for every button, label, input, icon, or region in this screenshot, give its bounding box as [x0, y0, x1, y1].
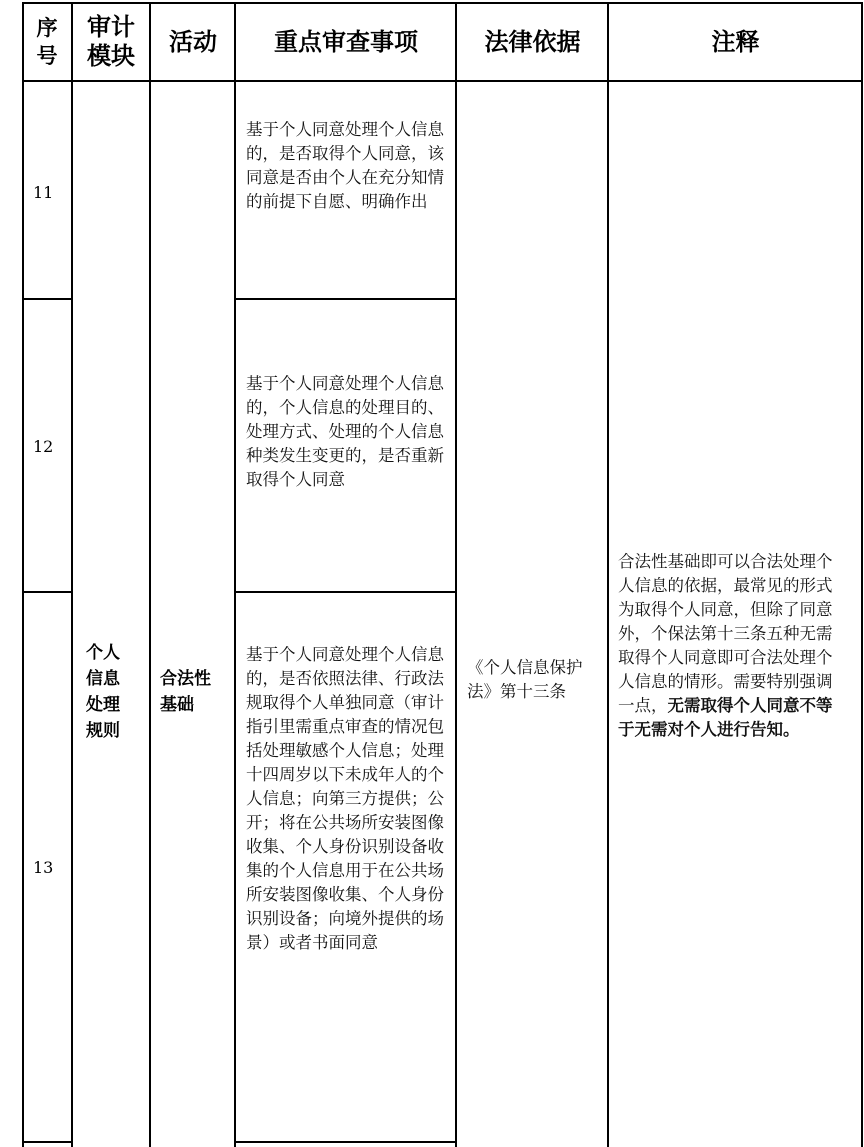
activity-cell: 合法性基础 [160, 669, 211, 715]
focus-item-11: 基于个人同意处理个人信息的，是否取得个人同意，该同意是否由个人在充分知情的前提下自愿、明确作出 [246, 120, 444, 211]
col-line-module [149, 2, 151, 1147]
header-activity-label: 活动 [169, 27, 217, 56]
row-divider-11-12 [22, 298, 71, 300]
col-line-right [861, 2, 863, 1147]
module-cell: 个人信息处理规则 [86, 643, 120, 741]
row-divider-bottom [22, 1141, 71, 1143]
row-number-12: 12 [33, 437, 54, 456]
col-line-legal [607, 2, 609, 1147]
notes-cell [618, 550, 840, 742]
notes-text: 合法性基础即可以合法处理个人信息的依据，最常见的形式为取得个人同意，但除了同意外，个保法第十三条五种无需取得个人同意即可合法处理个人信息的情形。需要特别强调一点， [618, 552, 833, 715]
focus-item-12: 基于个人同意处理个人信息的，个人信息的处理目的、处理方式、处理的个人信息种类发生变更的，是否重新取得个人同意 [246, 374, 444, 489]
row-divider-bottom-focus [236, 1141, 456, 1143]
col-line-focus [455, 2, 457, 1147]
header-legal-label: 法律依据 [484, 27, 581, 56]
row-number-11: 11 [33, 183, 54, 202]
row-number-13: 13 [33, 858, 54, 877]
row-divider-12-13 [22, 591, 71, 593]
header-activity [152, 6, 234, 78]
legal-basis: 《个人信息保护法》第十三条 [467, 658, 583, 701]
row-divider-12-13-focus [236, 591, 456, 593]
header-module [74, 6, 148, 78]
col-line-activity [234, 2, 236, 1147]
col-line-left [22, 2, 24, 1147]
focus-item-13: 基于个人同意处理个人信息的，是否依照法律、行政法规取得个人单独同意（审计指引里需重点审查的情况包括处理敏感个人信息；处理十四周岁以下未成年人的个人信息；向第三方提供；公开；将在公共场所安装图像收集、个人身份识别设备收集的个人信息用于在公共场所安装图像收集、个人身份识别设备；向境外提供的场景）或者书面同意 [246, 645, 444, 952]
header-seq-label: 序号 [36, 16, 58, 68]
header-notes-label: 注释 [711, 27, 760, 56]
header-legal [458, 6, 607, 78]
notes-emphasis: 无需取得个人同意不等于无需对个人进行告知。 [618, 696, 833, 739]
header-notes [610, 6, 861, 78]
col-line-seq [71, 2, 73, 1147]
header-focus-label: 重点审查事项 [274, 27, 418, 56]
header-seq [26, 8, 68, 76]
row-divider-11-12-focus [236, 298, 456, 300]
header-focus [237, 6, 455, 78]
header-module-label: 审计模块 [87, 13, 135, 70]
